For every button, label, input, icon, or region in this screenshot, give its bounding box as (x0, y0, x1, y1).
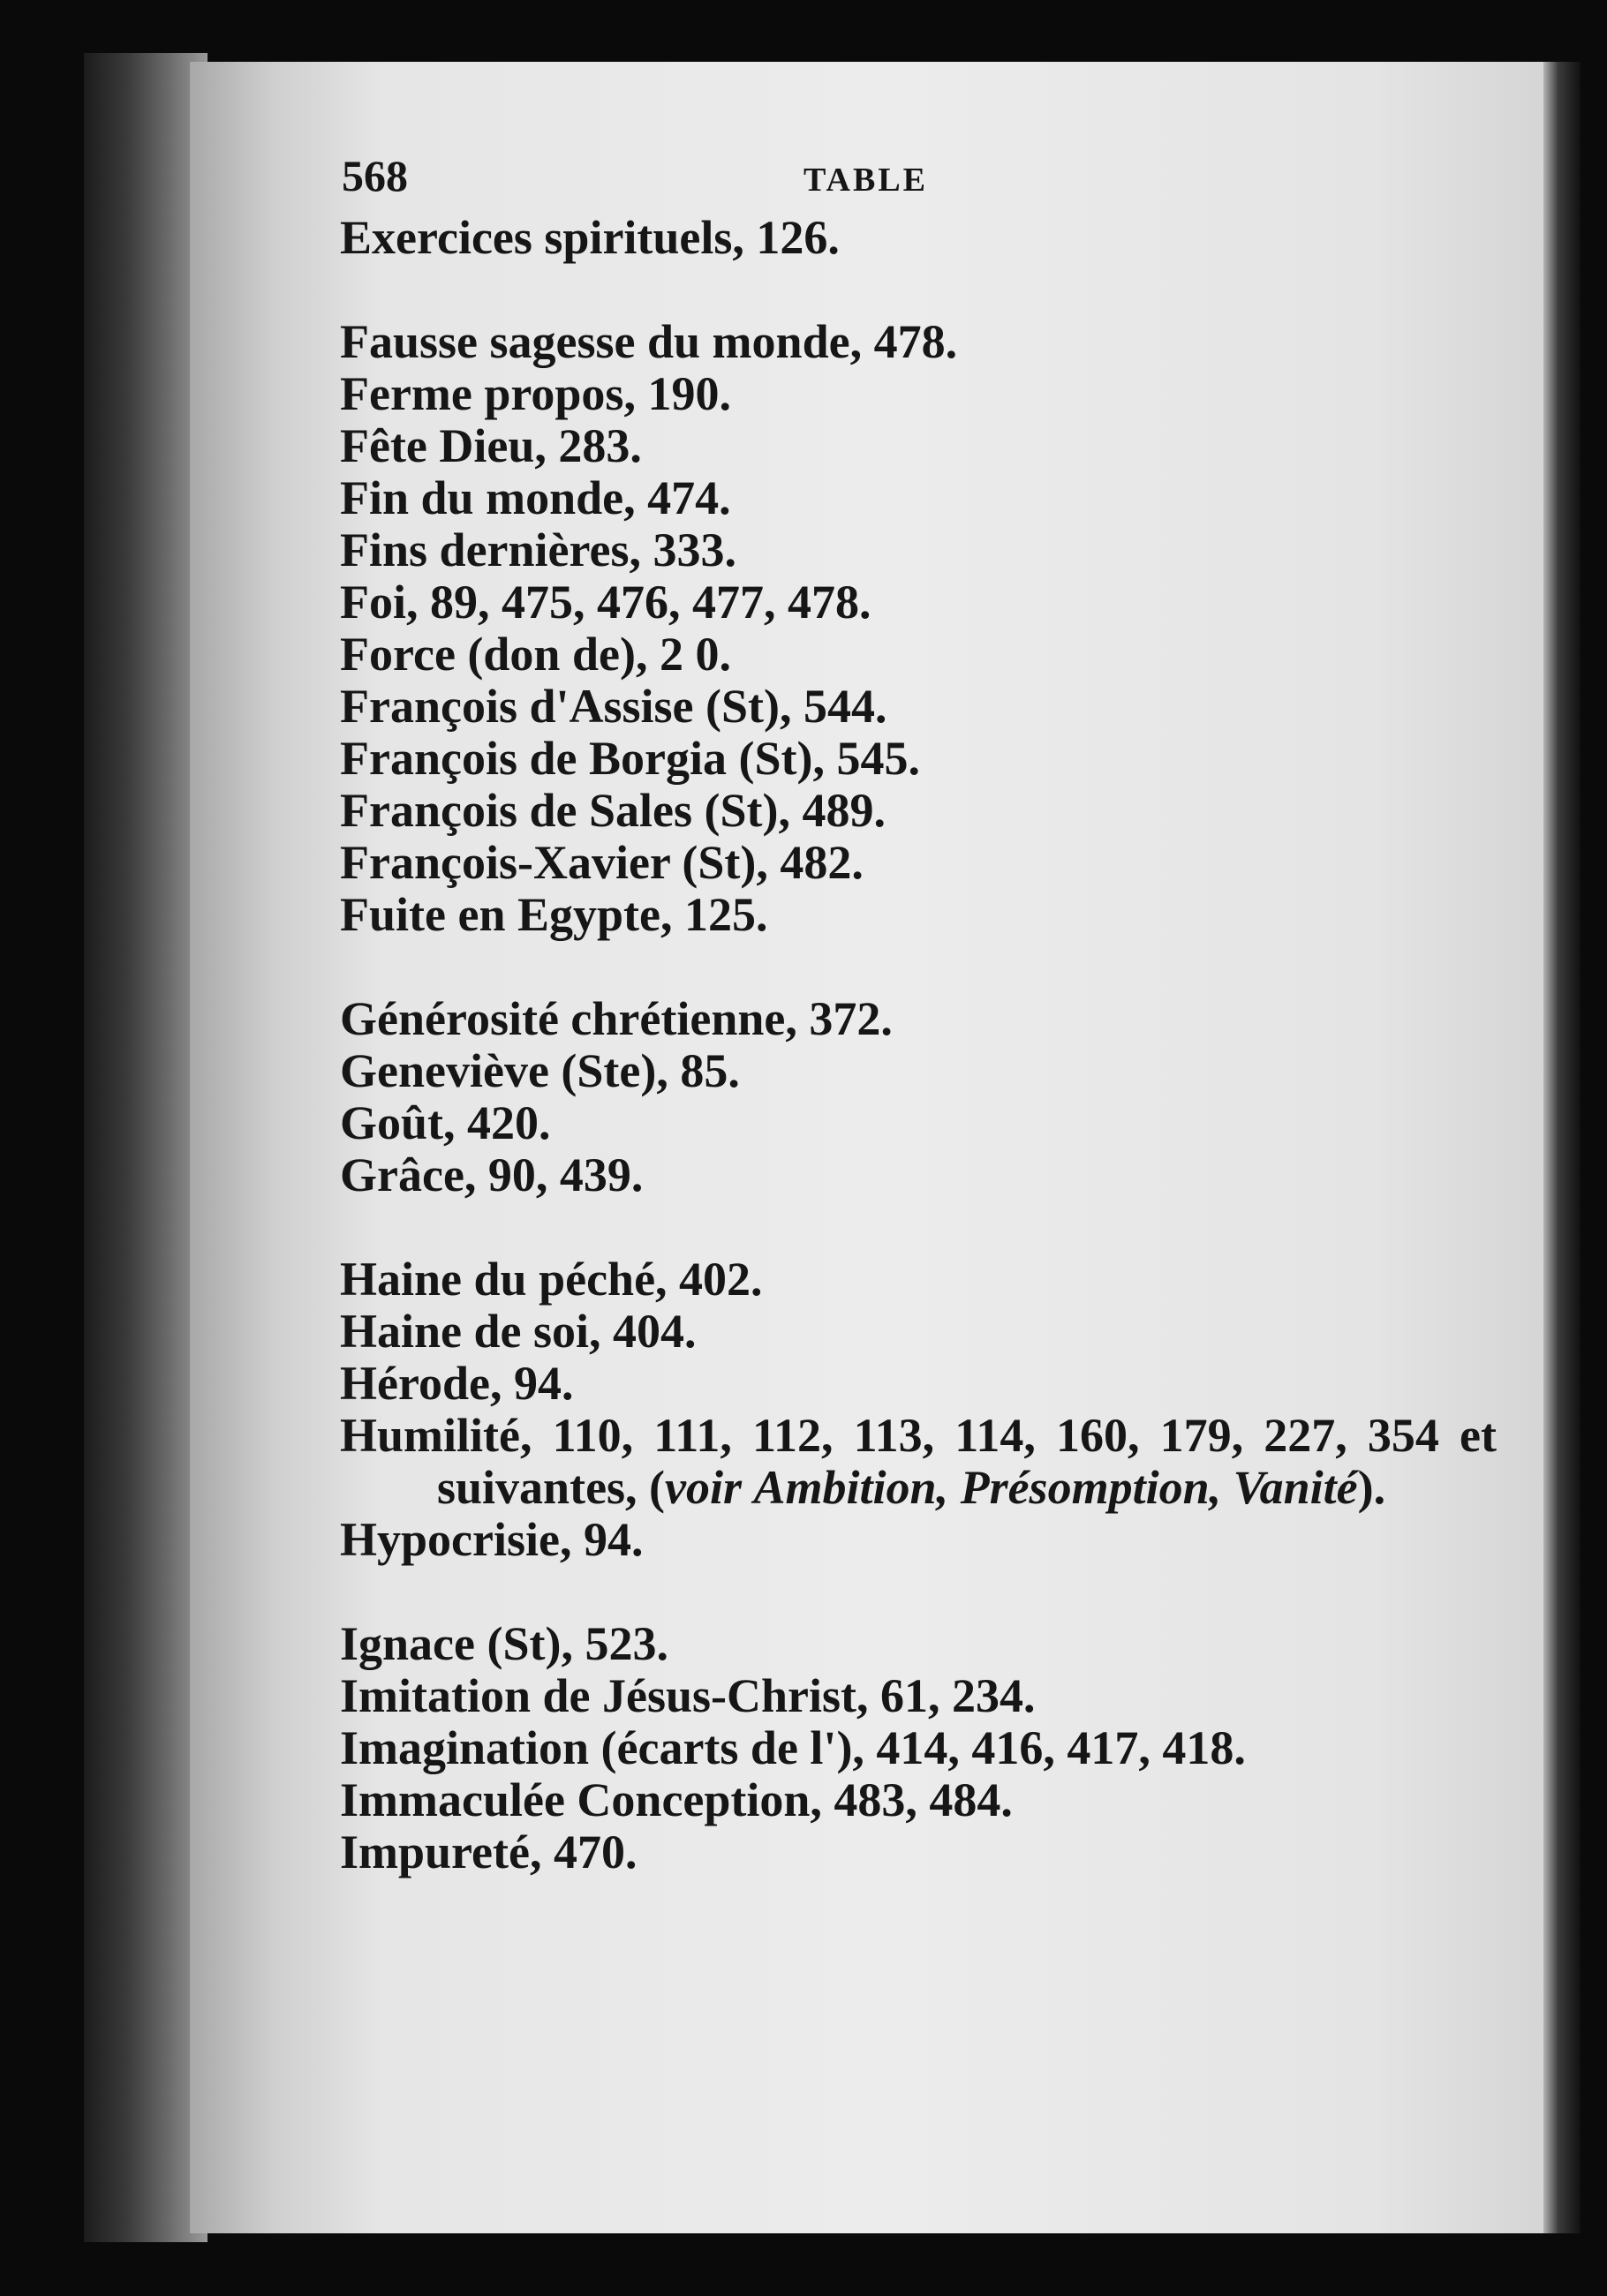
section-gap (340, 1201, 1426, 1253)
index-entry: Haine de soi, 404. (340, 1305, 697, 1358)
index-entry: Fête Dieu, 283. (340, 419, 642, 472)
index-entry: François de Sales (St), 489. (340, 784, 886, 837)
see-reference-targets: Ambition, Présomption, Vanité (753, 1461, 1358, 1514)
page-fore-edge (1543, 62, 1581, 2233)
index-entry-humilite (340, 1410, 1497, 1514)
index-entry: François d'Assise (St), 544. (340, 680, 887, 733)
index-page-content (340, 150, 1497, 1878)
book-spine-shadow (84, 53, 207, 2242)
index-entry: Fausse sagesse du monde, 478. (340, 315, 958, 368)
index-entry: Imitation de Jésus-Christ, 61, 234. (340, 1669, 1036, 1722)
section-gap (340, 264, 1426, 316)
index-entry: Grâce, 90, 439. (340, 1148, 644, 1201)
index-entry: Ferme propos, 190. (340, 367, 731, 420)
index-entry: Hypocrisie, 94. (340, 1513, 644, 1566)
index-entry: Fins dernières, 333. (340, 523, 736, 576)
entry-text: Humilité, 110, 111, 112, 113, 114, 160, 179, 227, 354 et suivantes, ( (340, 1409, 1497, 1514)
section-gap (340, 1566, 1426, 1618)
section-gap (340, 941, 1426, 993)
index-entry: Impureté, 470. (340, 1826, 638, 1878)
entry-close: ). (1357, 1461, 1386, 1514)
running-head (340, 150, 1426, 212)
index-entry: Ignace (St), 523. (340, 1617, 668, 1670)
page-number: 568 (342, 151, 408, 200)
index-entry: Fin du monde, 474. (340, 471, 731, 524)
index-entry: Haine du péché, 402. (340, 1253, 763, 1306)
index-entry: Immaculée Conception, 483, 484. (340, 1773, 1013, 1826)
index-entry: Générosité chrétienne, 372. (340, 992, 893, 1045)
index-entry: Imagination (écarts de l'), 414, 416, 417, 418. (340, 1721, 1246, 1774)
index-entry: Geneviève (Ste), 85. (340, 1044, 740, 1097)
index-entry: Exercices spirituels, 126. (340, 211, 840, 264)
index-entry: François de Borgia (St), 545. (340, 732, 920, 785)
index-entry: Hérode, 94. (340, 1357, 574, 1410)
index-entry: Force (don de), 2 0. (340, 628, 731, 681)
index-entry: Fuite en Egypte, 125. (340, 888, 768, 941)
page-title: TABLE (804, 162, 929, 199)
see-reference-word: voir (665, 1461, 743, 1514)
index-entry: Foi, 89, 475, 476, 477, 478. (340, 576, 871, 629)
index-entry: Goût, 420. (340, 1096, 551, 1149)
index-entry: François-Xavier (St), 482. (340, 836, 864, 889)
index-entries (340, 211, 1497, 1878)
